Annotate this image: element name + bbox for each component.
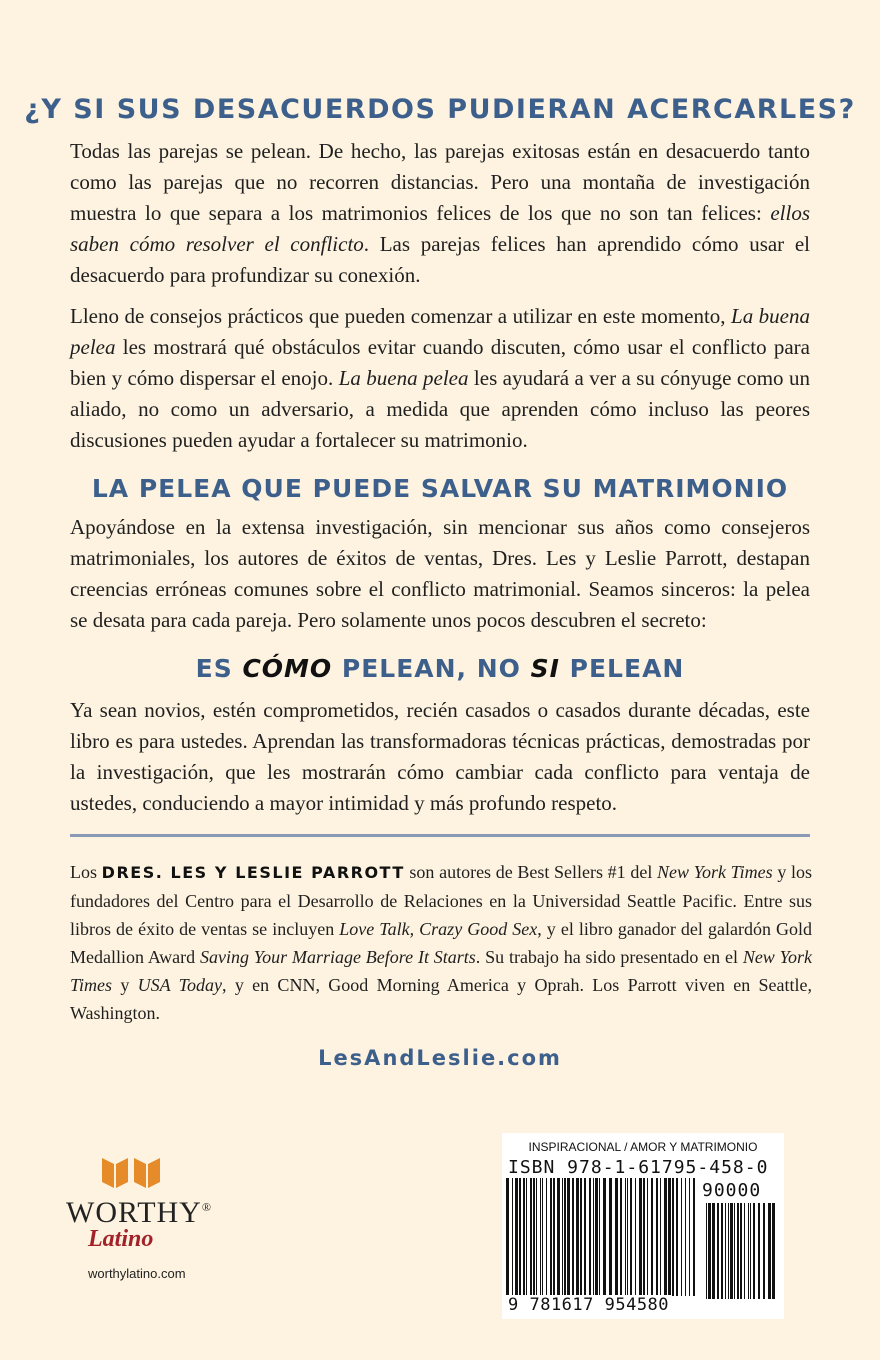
barcode-bar [672,1178,674,1296]
barcode-bar [546,1178,547,1296]
barcode-bar [668,1178,671,1296]
barcode-bar [526,1178,527,1296]
barcode-bar [712,1203,715,1299]
heading-disagreements: ¿Y SI SUS DESACUERDOS PUDIERAN ACERCARLES? [24,94,856,125]
paragraph-book-text-c: les ayudará a ver a su cónyuge como un aliado, no como un adversario, a medida que aprenden cómo incluso las peores discusiones pueden ayudar a fortalecer su matrimonio. [70,366,810,452]
book-title-1: La buena pelea [70,304,810,359]
barcode-bar [553,1178,555,1296]
book-title-2: La buena pelea [338,366,469,390]
barcode-bar [717,1203,719,1299]
ean-barcode-main [502,1178,698,1298]
barcode-bar [580,1178,582,1296]
barcode-bar [728,1203,729,1299]
paragraph-book-text-a: Lleno de consejos prácticos que pueden comenzar a utilizar en este momento, [70,304,732,328]
publisher-url[interactable]: worthylatino.com [88,1266,186,1281]
barcode-bar [730,1203,733,1299]
bio-text-a: Los [70,862,102,882]
barcode-bar [693,1178,695,1296]
barcode-bar [685,1178,686,1296]
barcode-bar [763,1203,765,1299]
barcode-bar [599,1178,600,1296]
barcode-bar [550,1178,552,1296]
barcode-bar [540,1178,541,1296]
barcode-bar [647,1178,648,1296]
ean-barcode-addon [702,1203,778,1299]
heading-if-emphasis: SI [530,654,560,683]
barcode-bar [744,1203,745,1299]
bio-nyt-2: New York Times [70,947,812,995]
heading-how-c: PELEAN, NO [332,654,531,683]
publisher-name [66,1196,212,1230]
barcode-bar [625,1178,626,1296]
bio-saving: Saving Your Marriage Before It Starts [199,947,476,967]
barcode-bar [536,1178,537,1296]
paragraph-intro-emphasis: ellos saben cómo resolver el conflicto [70,201,810,256]
bio-books: Love Talk, Crazy Good Sex [339,919,538,939]
barcode-bar [643,1178,645,1296]
author-names: DRES. LES Y LESLIE PARROTT [101,863,405,882]
barcode-bar [660,1178,661,1296]
barcode-bar [664,1178,667,1296]
ean-number: 9 781617 954580 [508,1295,670,1315]
paragraph-intro-text-b: . Las parejas felices han aprendido cómo usar el desacuerdo para profundizar su conexión. [70,232,810,287]
bio-nyt-1: New York Times [656,862,773,882]
barcode-bar [564,1178,566,1296]
barcode-bar [519,1178,521,1296]
barcode-bar [584,1178,586,1296]
barcode-bar [567,1178,570,1296]
barcode-bar [593,1178,594,1296]
barcode-bar [768,1203,771,1299]
publisher-name-text: WORTHY [66,1196,202,1229]
barcode-bar [681,1178,682,1296]
barcode-bar [630,1178,632,1296]
barcode-bar [753,1203,755,1299]
barcode-bar [656,1178,658,1296]
barcode-bar [615,1178,618,1296]
isbn-number: ISBN 978-1-61795-458-0 [508,1157,769,1178]
registered-mark: ® [201,1200,212,1214]
heading-save-marriage: LA PELEA QUE PUEDE SALVAR SU MATRIMONIO [91,474,789,503]
author-bio [70,858,812,1027]
barcode-bar [572,1178,574,1296]
barcode-bar [627,1178,628,1296]
barcode-bar [506,1178,509,1296]
divider-rule [70,834,810,837]
barcode-bar [734,1203,735,1299]
paragraph-book-description [70,301,810,456]
paragraph-intro-text-a: Todas las parejas se pelean. De hecho, las parejas exitosas están en desacuerdo tanto como las parejas que no recorren distancias. Pero una montaña de investigación muestra lo que separa a los matrimonios felices de los que no son tan felices: [70,139,810,225]
barcode-bar [706,1203,707,1299]
barcode-bar [737,1203,739,1299]
barcode-bar [620,1178,622,1296]
author-website-link[interactable]: LesAndLeslie.com [318,1046,562,1070]
paragraph-research: Apoyándose en la extensa investigación, sin mencionar sus años como consejeros matrimoniales, los autores de éxitos de ventas, Dres. Les y Leslie Parrott, destapan creencias erróneas comunes sobre el conflicto matrimonial. Seamos sinceros: la pelea se desata para cada pareja. Pero solamente unos pocos descubren el secreto: [70,515,810,632]
barcode-bar [609,1178,612,1296]
bio-text-g: , y en CNN, Good Morning America y Oprah. Los Parrott viven en Seattle, Washington. [70,975,812,1023]
heading-how-a: ES [195,654,243,683]
heading-how-e: PELEAN [559,654,685,683]
price-code: 90000 [702,1180,762,1201]
bio-usa-today: USA Today [137,975,222,995]
barcode-bar [576,1178,579,1296]
barcode-bar [689,1178,690,1296]
bio-text-f: y [112,975,138,995]
barcode-panel [502,1133,784,1319]
book-category: INSPIRACIONAL / AMOR Y MATRIMONIO [528,1140,758,1154]
barcode-bar [530,1178,532,1296]
barcode-bar [557,1178,560,1296]
publisher-subbrand: Latino [88,1226,154,1252]
barcode-bar [750,1203,751,1299]
publisher-logo [66,1150,216,1290]
paragraph-book-text-b: les mostrará qué obstáculos evitar cuando discuten, cómo usar el conflicto para bien y cómo dispersar el enojo. [70,335,810,390]
barcode-bar [512,1178,513,1296]
barcode-bar [595,1178,598,1296]
barcode-bar [523,1178,525,1296]
barcode-bar [635,1178,636,1296]
bio-text-b: son autores de Best Sellers #1 del [404,862,657,882]
barcode-bar [542,1178,543,1296]
barcode-bar [639,1178,642,1296]
barcode-bar [603,1178,606,1296]
bio-text-d: , y el libro ganador del galardón Gold Medallion Award [70,919,812,967]
barcode-bar [721,1203,723,1299]
heading-how-emphasis: CÓMO [242,654,333,683]
barcode-bar [651,1178,653,1296]
barcode-bar [725,1203,726,1299]
barcode-bar [740,1203,742,1299]
bio-text-e: . Su trabajo ha sido presentado en el [475,947,743,967]
paragraph-audience: Ya sean novios, estén comprometidos, recién casados o casados durante décadas, este libro es para ustedes. Aprendan las transformadoras técnicas prácticas, demostradas por la investigación, que les mostrarán cómo cambiar cada conflicto para ventaja de ustedes, conduciendo a mayor intimidad y más profundo respeto. [70,698,810,815]
barcode-bar [676,1178,678,1296]
worthy-book-icon [100,1154,164,1192]
barcode-bar [748,1203,749,1299]
barcode-bar [772,1203,775,1299]
barcode-bar [758,1203,760,1299]
barcode-bar [589,1178,591,1296]
barcode-bar [708,1203,711,1299]
barcode-bar [562,1178,563,1296]
barcode-bar [515,1178,518,1296]
paragraph-intro [70,136,810,291]
bio-text-c: y los fundadores del Centro para el Desarrollo de Relaciones en la Universidad Seattle Pacific. Entre sus libros de éxito de ventas se incluyen [70,862,812,939]
barcode-bar [533,1178,535,1296]
heading-how-not-if [0,654,880,683]
